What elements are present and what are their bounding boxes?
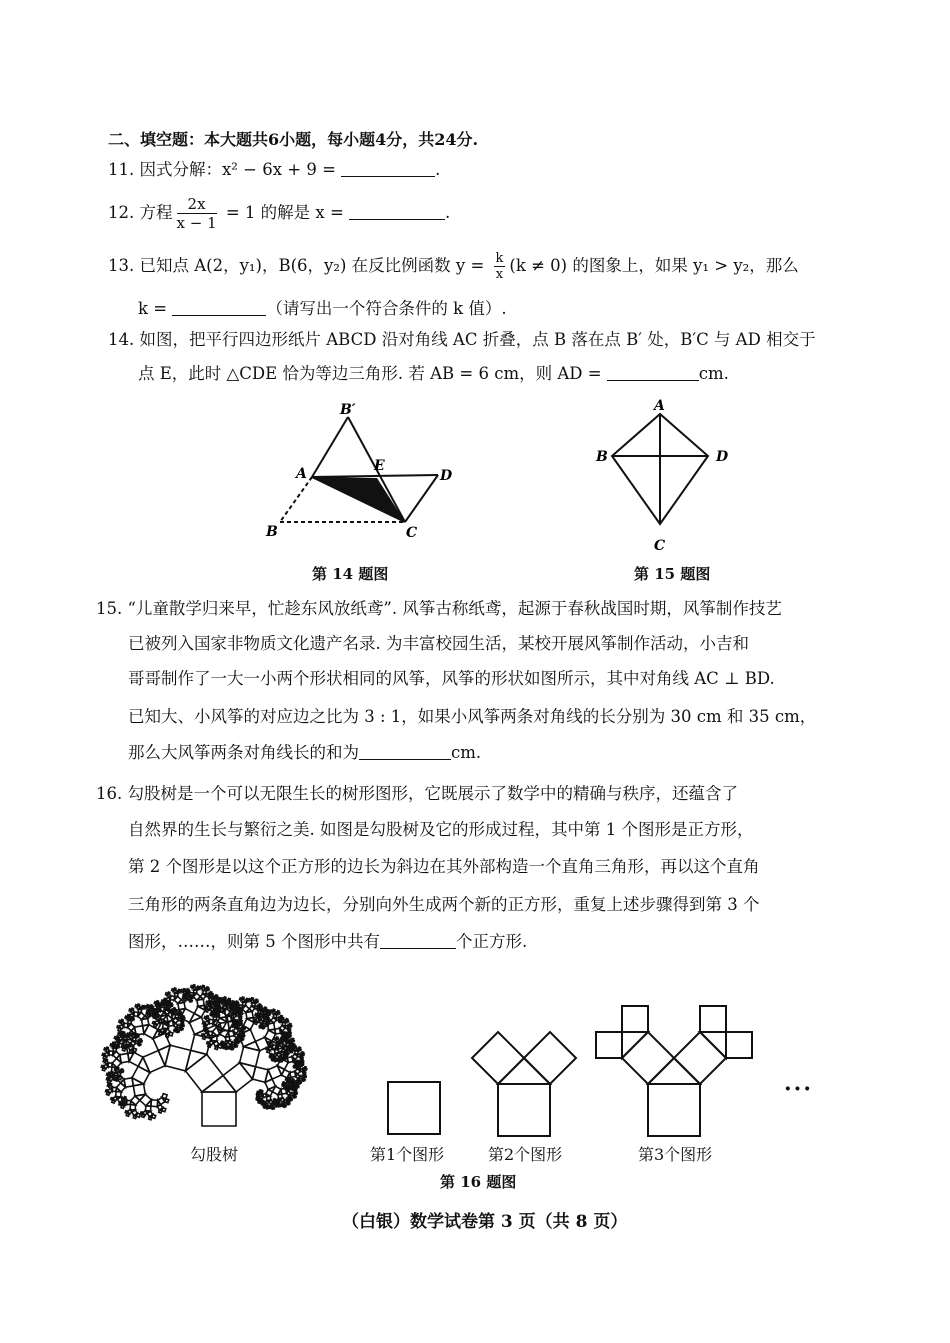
q13-line2-post: （请写出一个符合条件的 k 值）. [266,299,507,318]
square-depth-9 [296,1093,298,1094]
square-depth-9 [303,1080,304,1081]
square-depth-9 [223,1000,225,1002]
square-depth-9 [151,1005,153,1007]
figure-2-diagram [470,1010,580,1140]
square-depth-9 [263,1106,264,1107]
question-15-line1 [96,597,782,621]
square-depth-9 [159,1110,162,1113]
square-depth-9 [102,1053,104,1055]
square-depth-9 [284,1106,285,1107]
square-depth-9 [183,1025,184,1027]
label-A: A [296,466,307,482]
question-13-line1 [108,248,799,284]
square-depth-9 [243,1035,245,1037]
q14-line2-pre: 点 E，此时 △CDE 恰为等边三角形. 若 AB = 6 cm，则 AD = [138,364,607,383]
q13-number: 13. [108,256,135,275]
square-depth-9 [130,1050,133,1053]
figure-3-label: 第3个图形 [638,1145,713,1164]
figure-15-diagram [590,396,750,556]
square-depth-9 [264,1009,266,1011]
q13-fraction [494,251,506,282]
figure-1-square [386,1080,446,1140]
question-13-line2 [138,297,507,321]
square-depth-9 [121,1046,124,1048]
figure-14-diagram [260,400,480,550]
q15-line4: 已知大、小风筝的对应边之比为 3 : 1，如果小风筝两条对角线的长分别为 30 cm 和 35 cm， [128,707,817,726]
square-depth-9 [242,997,244,999]
segment-AB-prime [312,417,348,477]
segment-DC [405,475,438,522]
square-depth-9 [276,1106,277,1107]
q12-pre: 方程 [139,203,173,222]
square-depth-9 [303,1054,305,1056]
label-E: E [374,458,385,474]
square-depth-9 [305,1076,306,1078]
square-depth-9 [211,993,213,995]
figure-14-caption: 第 14 题图 [312,565,389,583]
square-depth-9 [239,1013,240,1014]
square-depth-2 [700,1006,726,1032]
page-footer: （白银）数学试卷第 3 页（共 8 页） [342,1212,628,1232]
q13-line1-pre: 已知点 A(2，y₁)，B(6，y₂) 在反比例函数 y = [139,256,490,275]
square-depth-9 [204,1007,206,1009]
q15-line3: 哥哥制作了一大一小两个形状相同的风筝，风筝的形状如图所示，其中对角线 AC ⊥ BD. [128,669,775,688]
square-depth-9 [235,1046,236,1047]
question-15-line5 [128,741,481,765]
square-depth-9 [273,1009,275,1011]
square-depth-9 [237,1042,239,1044]
square-depth-9 [138,1036,140,1038]
square-depth-9 [244,1028,245,1029]
square-depth-9 [106,1047,108,1049]
label-C: C [406,525,418,541]
square-depth-1 [186,1054,224,1092]
square-depth-9 [284,1032,286,1034]
square-depth-9 [288,1077,290,1079]
square-depth-9 [296,1085,297,1086]
triangle-depth-0 [648,1058,700,1084]
q14-answer-blank[interactable] [607,364,699,381]
square-depth-9 [272,1108,273,1109]
square-depth-9 [149,1117,152,1120]
square-depth-9 [262,1091,263,1092]
square-depth-9 [141,1041,143,1043]
square-depth-9 [215,996,217,998]
square-depth-9 [286,1038,288,1040]
square-depth-9 [271,1059,272,1060]
q15-number: 15. [96,599,123,618]
square-depth-9 [123,1032,125,1034]
square-depth-0 [648,1084,700,1136]
label-D: D [716,449,729,465]
q16-line5-pre: 图形，……，则第 5 个图形中共有 [128,932,380,951]
square-depth-2 [622,1006,648,1032]
square-depth-6 [112,1059,121,1068]
square-depth-9 [222,1047,223,1048]
square-depth-9 [209,1000,211,1002]
question-14-line1 [108,328,816,352]
square-depth-9 [271,1054,272,1055]
segment-AB-dashed [280,477,312,522]
square-depth-9 [259,1026,260,1027]
square-depth-9 [290,1025,291,1027]
triangle-depth-1 [622,1032,648,1058]
figure-15-caption: 第 15 题图 [634,565,711,583]
square-depth-9 [282,1017,284,1019]
question-14-line2 [138,362,729,386]
square-depth-9 [174,1030,175,1031]
figure-2-label: 第2个图形 [488,1145,563,1164]
segment-AD [312,475,438,477]
q11-answer-blank[interactable] [341,160,435,177]
q11-text: 因式分解：x² − 6x + 9 = [139,160,342,179]
square-depth-9 [258,1101,259,1102]
square-depth-9 [275,1099,276,1100]
label-B: B [266,524,278,540]
square-depth-9 [202,985,204,987]
q11-end: . [435,160,441,179]
question-16-line1 [96,782,738,806]
q16-line4: 三角形的两条直角边为边长，分别向外生成两个新的正方形，重复上述步骤得到第 3 个 [128,895,760,914]
square-depth-9 [132,1008,134,1010]
square-depth-9 [266,1047,268,1049]
square-depth-9 [133,1116,136,1119]
square-depth-9 [168,992,170,994]
square-depth-9 [101,1065,103,1067]
q16-line2: 自然界的生长与繁衍之美. 如图是勾股树及它的形成过程，其中第 1 个图形是正方形， [128,820,754,839]
q12-end: . [445,203,451,222]
q12-number: 12. [108,203,135,222]
square-depth-9 [261,1103,262,1104]
square-depth-9 [287,1104,288,1105]
q16-number: 16. [96,784,123,803]
label-B-prime: B′ [340,402,356,418]
square-depth-9 [278,1013,280,1015]
square-depth-9 [193,985,195,987]
square-depth-0 [202,1092,236,1126]
square-depth-9 [217,1004,219,1006]
square-depth-9 [258,1013,260,1015]
triangle-depth-1 [700,1032,726,1058]
q11-number: 11. [108,160,135,179]
q15-line2: 已被列入国家非物质文化遗产名录. 为丰富校园生活，某校开展风筝制作活动，小吉和 [128,634,749,653]
square-depth-9 [125,1111,127,1113]
triangle-depth-0 [498,1058,550,1084]
square-depth-1 [524,1032,576,1084]
square-depth-9 [162,1094,167,1099]
square-depth-9 [106,1090,108,1092]
figure-16-caption: 第 16 题图 [440,1173,517,1191]
square-depth-4 [132,1066,150,1084]
square-depth-9 [111,1098,113,1100]
square-depth-2 [596,1032,622,1058]
square-depth-9 [294,1046,296,1048]
square-depth-9 [181,1029,182,1030]
label-A: A [654,398,665,414]
q12-post: = 1 的解是 x = [220,203,350,222]
square-depth-9 [207,1016,209,1018]
q14-line1: 如图，把平行四边形纸片 ABCD 沿对角线 AC 折叠，点 B 落在点 B′ 处，B′C 与 AD 相交于 [139,330,816,349]
question-16-line5 [128,930,527,954]
square-depth-1 [223,1063,252,1092]
tree-label: 勾股树 [190,1145,239,1164]
square-depth-9 [297,1060,299,1062]
square-depth-1 [674,1032,726,1084]
square-depth-9 [276,1037,278,1039]
square-depth-9 [224,997,226,999]
square-depth-9 [122,1071,124,1072]
square-depth-9 [284,1082,285,1083]
q12-frac-numerator: 2x [177,195,217,214]
ellipsis-dots: ··· [784,1076,813,1102]
square-depth-9 [138,1045,139,1046]
square-depth-9 [215,1047,218,1050]
figure-3-squares [596,1006,752,1136]
square-depth-9 [299,1083,301,1084]
square-1 [388,1082,440,1134]
square-depth-4 [129,1052,143,1066]
q13-line2-pre: k = [138,299,173,318]
q15-answer-blank[interactable] [359,743,451,760]
figure-2-squares [472,1032,576,1136]
square-depth-9 [290,1035,291,1036]
q12-fraction [177,195,217,232]
square-depth-9 [153,1022,155,1024]
square-depth-9 [290,1052,291,1053]
square-depth-9 [165,1099,169,1103]
square-depth-6 [131,1096,140,1105]
square-depth-9 [222,1041,223,1042]
q16-line3: 第 2 个图形是以这个正方形的边长为斜边在其外部构造一个直角三角形，再以这个直角 [128,857,760,876]
square-depth-0 [498,1084,550,1136]
figure-1-label: 第1个图形 [370,1145,445,1164]
q16-answer-blank[interactable] [380,932,456,949]
q14-line2-post: cm. [698,364,729,383]
square-depth-9 [291,1041,292,1043]
square-depth-9 [294,1097,295,1098]
q12-answer-blank[interactable] [349,203,445,220]
square-depth-6 [116,1083,125,1092]
square-depth-9 [251,998,253,1000]
square-depth-9 [158,1003,160,1005]
square-depth-3 [143,1051,165,1073]
square-depth-2 [726,1032,752,1058]
square-depth-9 [236,1001,238,1003]
square-depth-1 [622,1032,674,1084]
square-depth-9 [293,1066,294,1067]
square-depth-9 [293,1081,295,1083]
q13-answer-blank[interactable] [172,299,266,316]
square-depth-9 [300,1049,301,1051]
square-depth-9 [207,1042,209,1044]
q13-frac-denominator: x [495,267,504,282]
square-depth-9 [290,1100,292,1102]
tree-squares [101,985,307,1126]
square-depth-9 [208,989,209,990]
section-title: 二、填空题：本大题共6小题，每小题4分，共24分. [108,130,479,149]
q15-line5-pre: 那么大风筝两条对角线长的和为 [128,743,359,762]
q16-line5-post: 个正方形. [456,932,528,951]
question-12 [108,193,450,233]
square-depth-9 [287,1021,289,1023]
square-depth-9 [187,989,189,991]
square-depth-9 [302,1064,304,1065]
pythagoras-tree-image [120,968,360,1128]
square-depth-9 [166,1034,169,1037]
square-depth-9 [121,1019,123,1021]
label-C: C [654,538,666,554]
square-depth-9 [278,1102,280,1104]
q15-line1: “儿童散学归来早，忙趁东风放纸鸢”. 风筝古称纸鸢，起源于春秋战国时期，风筝制作技艺 [127,599,782,618]
square-depth-9 [257,1001,259,1002]
square-depth-6 [140,1094,152,1106]
q14-number: 14. [108,330,135,349]
square-depth-9 [124,1097,126,1099]
label-B: B [596,449,608,465]
square-depth-9 [231,1049,232,1050]
square-depth-9 [202,1034,204,1036]
square-depth-9 [171,1005,172,1006]
q13-line1-post: (k ≠ 0) 的图象上，如果 y₁ > y₂，那么 [509,256,799,275]
question-11 [108,158,440,182]
square-depth-9 [270,1041,272,1043]
q16-line1: 勾股树是一个可以无限生长的树形图形，它既展示了数学中的精确与秩序，还蕴含了 [127,784,738,803]
q12-frac-denominator: x − 1 [176,214,217,232]
q13-frac-numerator: k [495,251,504,266]
label-D: D [440,468,453,484]
square-depth-9 [305,1069,307,1071]
square-depth-9 [266,1025,267,1026]
square-depth-9 [190,1001,191,1002]
square-depth-9 [117,1026,119,1028]
square-depth-1 [472,1032,524,1084]
square-depth-9 [260,1006,262,1008]
q15-line5-post: cm. [451,743,482,762]
square-depth-9 [174,988,176,990]
square-depth-9 [138,1004,140,1006]
figure-3-diagram [596,990,756,1140]
